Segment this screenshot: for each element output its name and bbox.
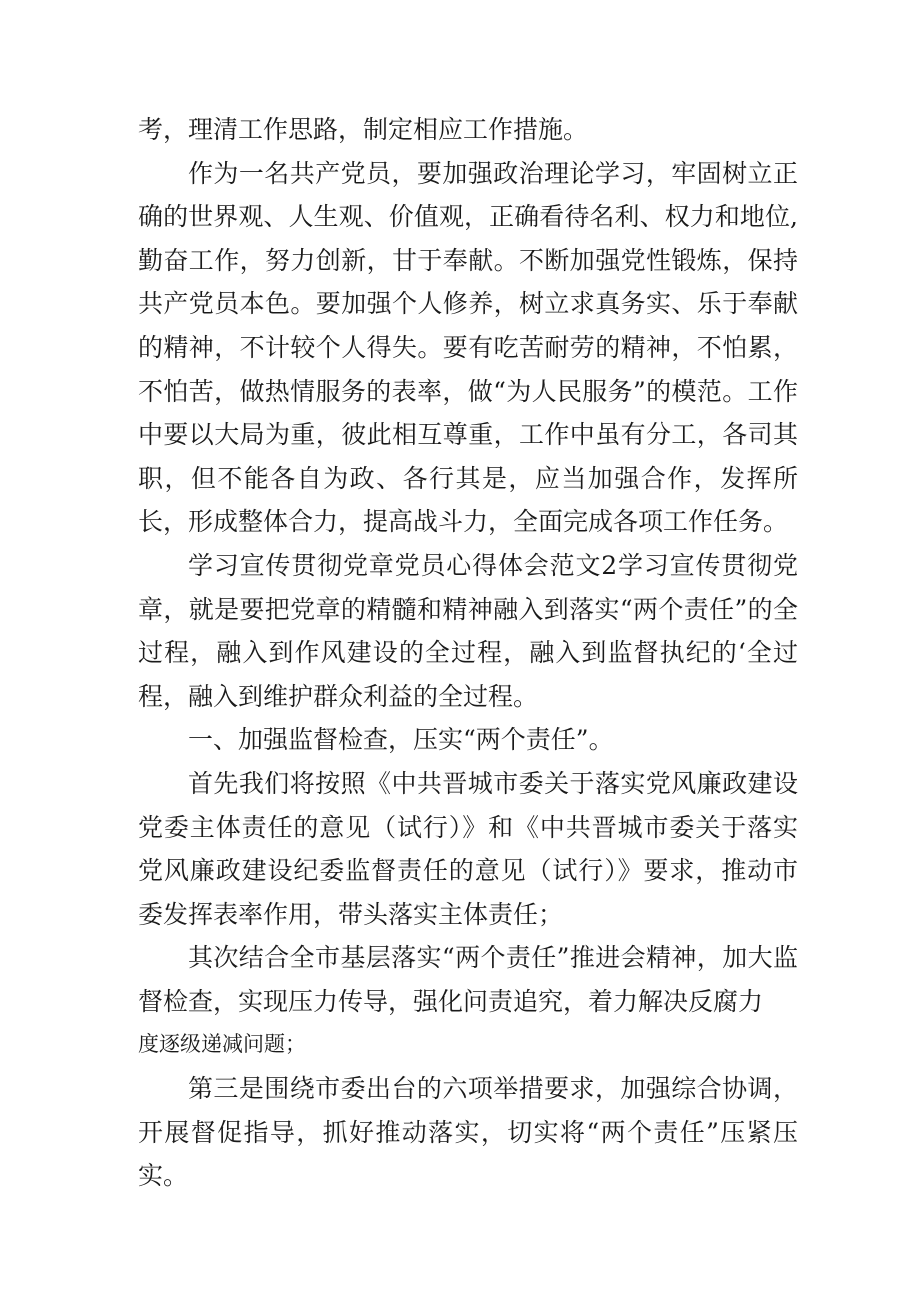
paragraph: 考，理清工作思路，制定相应工作措施。 — [138, 115, 589, 144]
paragraph: 首先我们将按照《中共晋城市委关于落实党风廉政建设党委主体责任的意见（试行）》和《中共晋城市委关于落实党风廉政建设纪委监督责任的意见（试行）》要求，推动市委发挥表率作用，带头落实主体责任； — [138, 768, 798, 929]
paragraph: 学习宣传贯彻党章党员心得体会范文2学习宣传贯彻党章，就是要把党章的精髓和精神融入到落实“两个责任”的全过程，融入到作风建设的全过程，融入到监督执纪的‘全过程，融入到维护群众利益的全过程。 — [138, 550, 798, 711]
section-heading: 一、加强监督检查，压实“两个责任”。 — [188, 725, 614, 755]
paragraph: 第三是围绕市委出台的六项举措要求，加强综合协调，开展督促指导，抓好推动落实，切实将“两个责任”压紧压实。 — [138, 1074, 798, 1191]
paragraph: 其次结合全市基层落实“两个责任”推进会精神，加大监督检查，实现压力传导，强化问责追究，着力解决反腐力 — [138, 943, 798, 1016]
document-body — [138, 108, 798, 1198]
paragraph-continuation: 度逐级递减问题； — [138, 1032, 306, 1057]
paragraph: 作为一名共产党员，要加强政治理论学习，牢固树立正确的世界观、人生观、价值观，正确看待名利、权力和地位,勤奋工作，努力创新，甘于奉献。不断加强党性锻炼，保持共产党员本色。要加强个人修养，树立求真务实、乐于奉献的精神，不计较个人得失。要有吃苦耐劳的精神，不怕累，不怕苦，做热情服务的表率，做“为人民服务”的模范。工作中要以大局为重，彼此相互尊重，工作中虽有分工，各司其职，但不能各自为政、各行其是，应当加强合作，发挥所长，形成整体合力，提高战斗力，全面完成各项工作任务。 — [138, 158, 798, 537]
